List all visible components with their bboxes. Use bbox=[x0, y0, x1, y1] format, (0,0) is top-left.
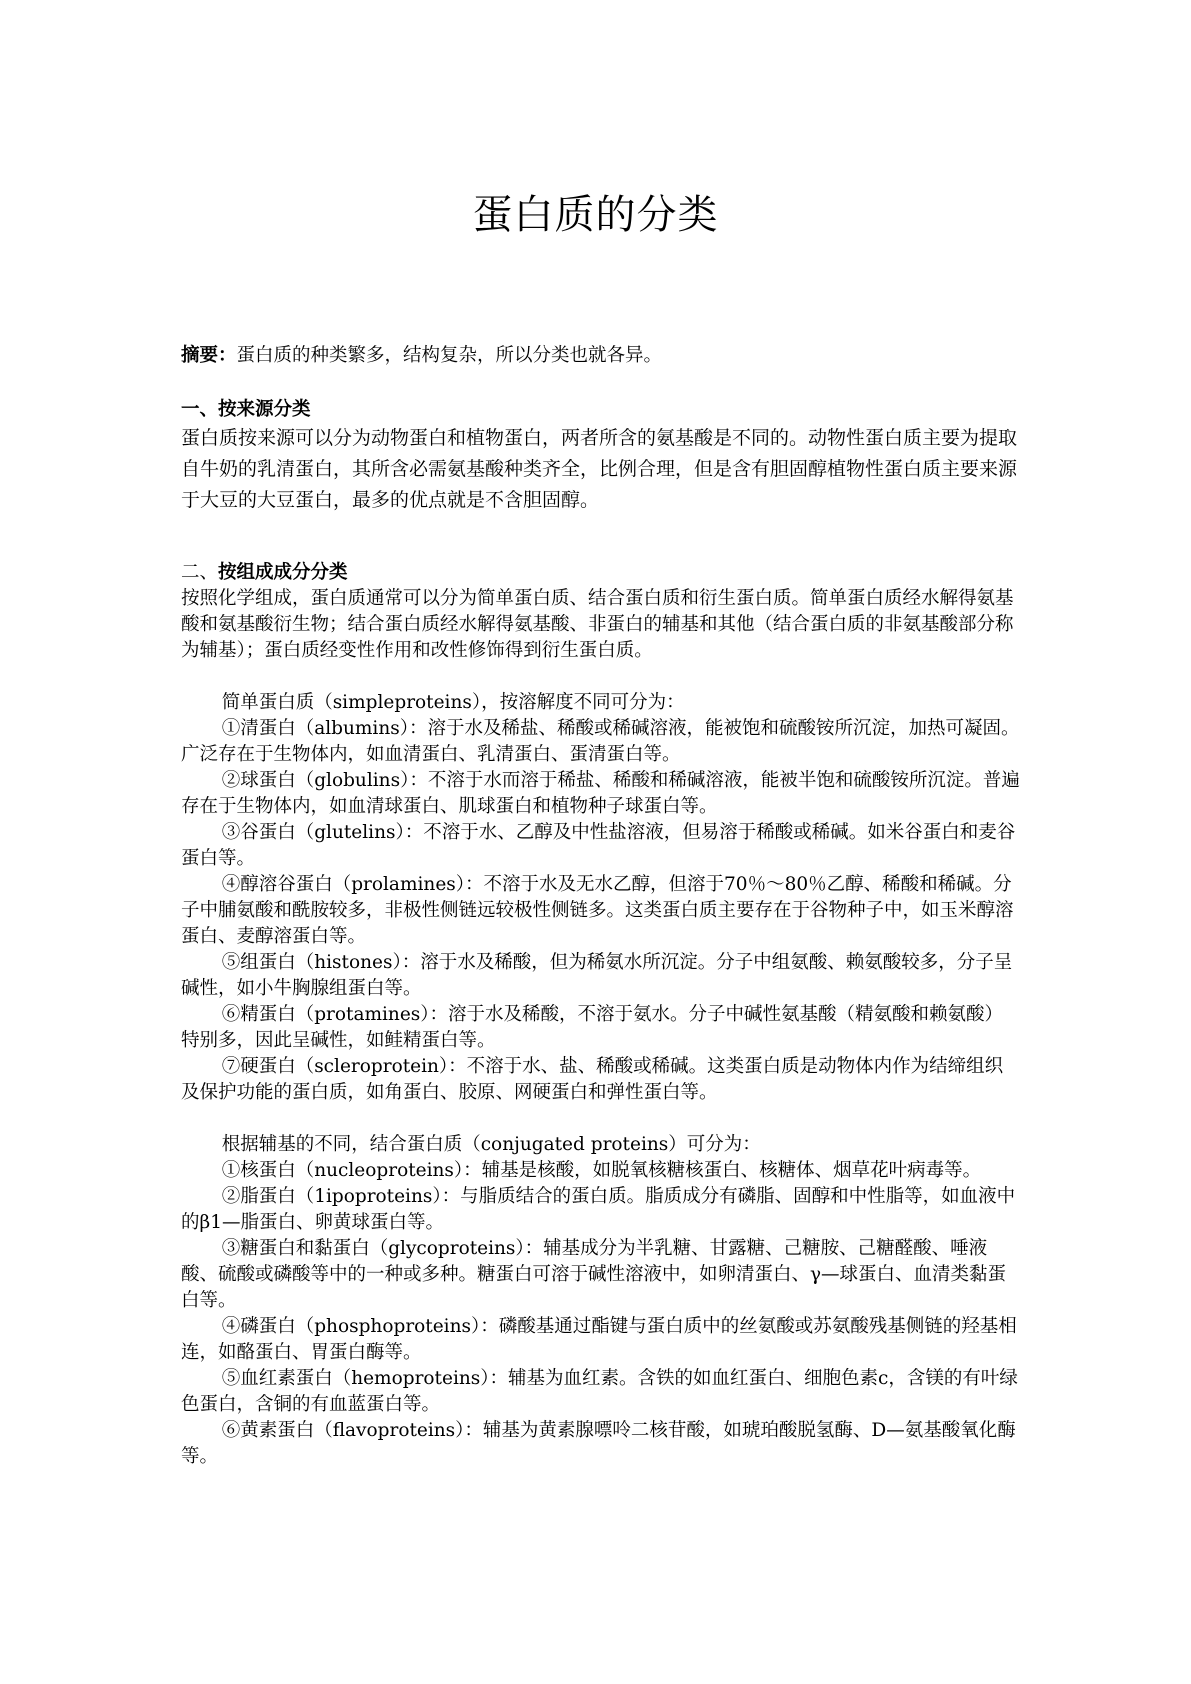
list-item: ②脂蛋白（1ipoproteins）：与脂质结合的蛋白质。脂质成分有磷脂、固醇和中性脂等，如血液中的β1—脂蛋白、卵黄球蛋白等。 bbox=[181, 1186, 1016, 1233]
conjugated-proteins-intro: 根据辅基的不同，结合蛋白质（conjugated proteins）可分为： bbox=[221, 1134, 761, 1155]
section-body-composition: 按照化学组成，蛋白质通常可以分为简单蛋白质、结合蛋白质和衍生蛋白质。简单蛋白质经水解得氨基酸和氨基酸衍生物；结合蛋白质经水解得氨基酸、非蛋白的辅基和其他（结合蛋白质的非氨基酸部分称为辅基）；蛋白质经变性作用和改性修饰得到衍生蛋白质。 bbox=[181, 588, 1014, 661]
list-item: ⑤组蛋白（histones）：溶于水及稀酸，但为稀氨水所沉淀。分子中组氨酸、赖氨酸较多，分子呈碱性，如小牛胸腺组蛋白等。 bbox=[181, 952, 1013, 999]
abstract bbox=[181, 343, 1021, 369]
section-heading-source: 一、按来源分类 bbox=[181, 399, 311, 420]
list-item: ①清蛋白（albumins）：溶于水及稀盐、稀酸或稀碱溶液，能被饱和硫酸铵所沉淀，加热可凝固。广泛存在于生物体内，如血清蛋白、乳清蛋白、蛋清蛋白等。 bbox=[181, 718, 1020, 765]
list-item: ⑥黄素蛋白（flavoproteins）：辅基为黄素腺嘌呤二核苷酸，如琥珀酸脱氢酶、D—氨基酸氧化酶等。 bbox=[181, 1420, 1016, 1467]
section-heading-text: 按组成成分分类 bbox=[218, 562, 348, 583]
section-heading-composition bbox=[181, 560, 1021, 586]
list-item: ①核蛋白（nucleoproteins）：辅基是核酸，如脱氧核糖核蛋白、核糖体、烟草花叶病毒等。 bbox=[221, 1160, 982, 1181]
abstract-text: 蛋白质的种类繁多，结构复杂，所以分类也就各异。 bbox=[236, 345, 663, 366]
list-item: ⑥精蛋白（protamines）：溶于水及稀酸，不溶于氨水。分子中碱性氨基酸（精氨酸和赖氨酸）特别多，因此呈碱性，如鲑精蛋白等。 bbox=[181, 1004, 1004, 1051]
section-heading-prefix: 二、 bbox=[181, 562, 219, 583]
list-item: ⑦硬蛋白（scleroprotein）：不溶于水、盐、稀酸或稀碱。这类蛋白质是动物体内作为结缔组织及保护功能的蛋白质，如角蛋白、胶原、网硬蛋白和弹性蛋白等。 bbox=[181, 1056, 1004, 1103]
list-item: ④醇溶谷蛋白（prolamines）：不溶于水及无水乙醇，但溶于70％～80％乙醇、稀酸和稀碱。分子中脯氨酸和酰胺较多，非极性侧链远较极性侧链多。这类蛋白质主要存在于谷物种子中，如玉米醇溶蛋白、麦醇溶蛋白等。 bbox=[181, 874, 1014, 947]
section-body-source: 蛋白质按来源可以分为动物蛋白和植物蛋白，两者所含的氨基酸是不同的。动物性蛋白质主要为提取自牛奶的乳清蛋白，其所含必需氨基酸种类齐全，比例合理，但是含有胆固醇植物性蛋白质主要来源于大豆的大豆蛋白，最多的优点就是不含胆固醇。 bbox=[181, 427, 1018, 511]
simple-proteins-intro: 简单蛋白质（simpleproteins），按溶解度不同可分为： bbox=[221, 692, 685, 713]
list-item: ⑤血红素蛋白（hemoproteins）：辅基为血红素。含铁的如血红蛋白、细胞色素c，含镁的有叶绿色蛋白，含铜的有血蓝蛋白等。 bbox=[181, 1368, 1018, 1415]
list-item: ③谷蛋白（glutelins）：不溶于水、乙醇及中性盐溶液，但易溶于稀酸或稀碱。如米谷蛋白和麦谷蛋白等。 bbox=[181, 822, 1016, 869]
page-title: 蛋白质的分类 bbox=[472, 191, 719, 238]
list-item: ④磷蛋白（phosphoproteins）：磷酸基通过酯键与蛋白质中的丝氨酸或苏氨酸残基侧链的羟基相连，如酪蛋白、胃蛋白酶等。 bbox=[181, 1316, 1017, 1363]
list-item: ②球蛋白（globulins）：不溶于水而溶于稀盐、稀酸和稀碱溶液，能被半饱和硫酸铵所沉淀。普遍存在于生物体内，如血清球蛋白、肌球蛋白和植物种子球蛋白等。 bbox=[181, 770, 1020, 817]
list-item: ③糖蛋白和黏蛋白（glycoproteins）：辅基成分为半乳糖、甘露糖、己糖胺、己糖醛酸、唾液酸、硫酸或磷酸等中的一种或多种。糖蛋白可溶于碱性溶液中，如卵清蛋白、γ—球蛋白、血清类黏蛋白等。 bbox=[181, 1238, 1007, 1311]
document-body bbox=[181, 343, 1021, 1470]
abstract-label: 摘要： bbox=[181, 345, 237, 366]
